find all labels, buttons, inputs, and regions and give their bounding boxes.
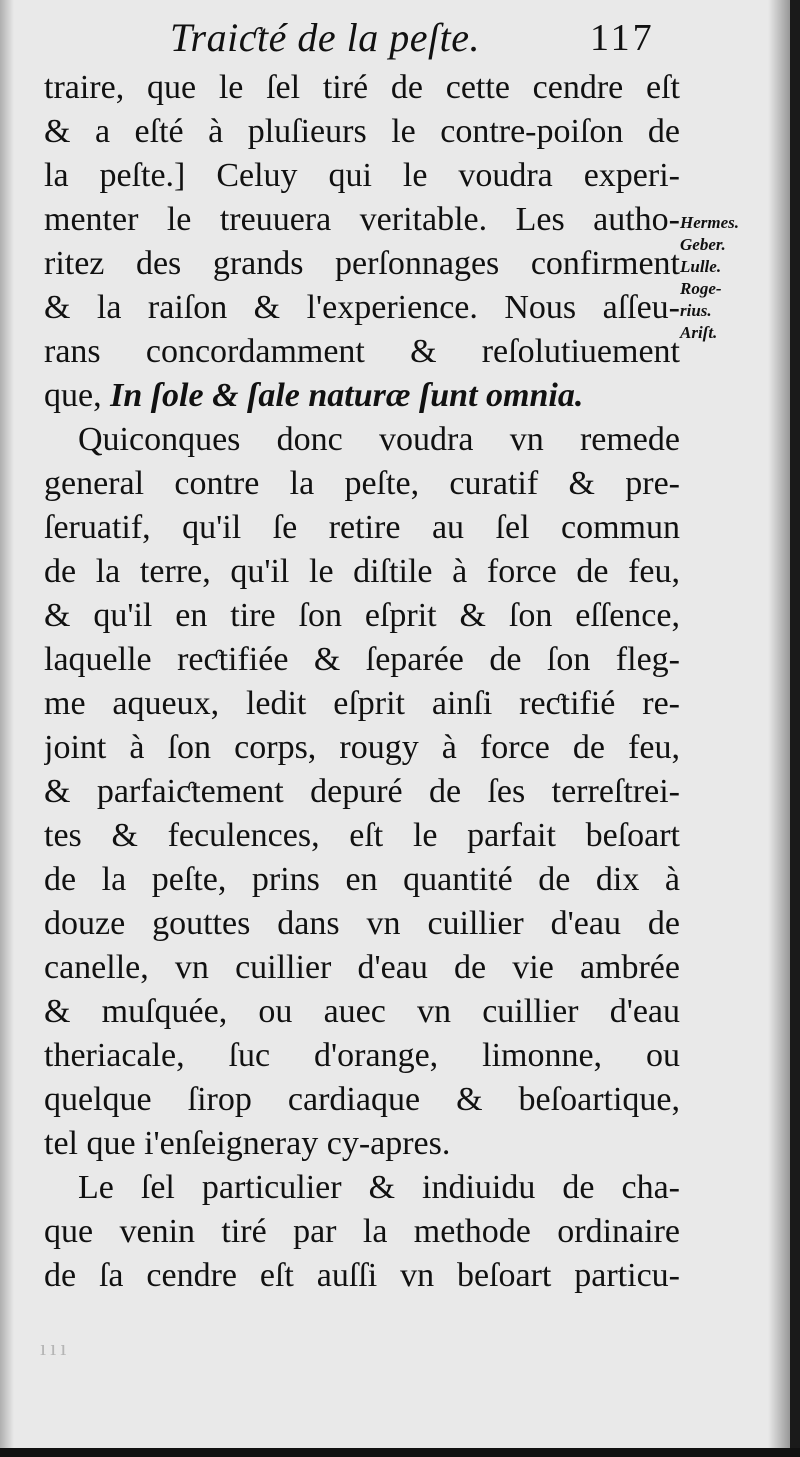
margin-notes [680, 212, 770, 344]
text-line: & parfaiƈtement depuré de ſes terreſtrei- [44, 773, 680, 810]
text-line: menter le treuuera veritable. Les autho- [44, 201, 680, 238]
text-line: tes & feculences, eſt le parfait beſoart [44, 817, 680, 854]
page-gutter-shadow [0, 0, 14, 1448]
text-line: ſeruatif, qu'il ſe retire au ſel commun [44, 509, 680, 546]
text-line: ritez des grands perſonnages confirment [44, 245, 680, 282]
margin-note: Hermes. [680, 213, 740, 232]
bleed-through-mark: ııı [40, 1335, 71, 1360]
text-line-start: que, [44, 377, 102, 414]
text-line: & a eſté à pluſieurs le contre-poiſon de [44, 113, 680, 150]
scan-border [0, 1448, 800, 1457]
text-line: joint à ſon corps, rougy à force de feu, [44, 729, 680, 766]
text-line: traire, que le ſel tiré de cette cendre eſt [44, 69, 680, 106]
text-line: que venin tiré par la methode ordinaire [44, 1213, 680, 1250]
page-number: 117 [590, 17, 655, 59]
margin-note: rius. [680, 301, 712, 320]
margin-note: Lulle. [680, 257, 722, 276]
latin-phrase: In ſole & ſale naturæ ſunt omnia. [110, 377, 584, 414]
text-line: & muſquée, ou auec vn cuillier d'eau [44, 993, 680, 1030]
margin-note: Roge- [680, 279, 722, 298]
page-header [0, 6, 790, 66]
text-line: de la peſte, prins en quantité de dix à [44, 861, 680, 898]
text-line: de la terre, qu'il le diſtile à force de feu, [44, 553, 680, 590]
text-line: rans concordamment & reſolutiuement [44, 333, 680, 370]
text-line: me aqueux, ledit eſprit ainſi reƈtifié re- [44, 685, 680, 722]
margin-note: Geber. [680, 235, 726, 254]
running-title: Traiƈté de la peſte. [170, 15, 480, 60]
text-line-with-latin [44, 374, 680, 418]
text-line: theriacale, ſuc d'orange, limonne, ou [44, 1037, 680, 1074]
text-line: & la raiſon & l'experience. Nous aſſeu- [44, 289, 680, 326]
text-line: laquelle reƈtifiée & ſeparée de ſon fleg- [44, 641, 680, 678]
text-line: tel que i'enſeigneray cy-apres. [44, 1125, 451, 1162]
body-text [44, 66, 680, 1298]
text-line: quelque ſirop cardiaque & beſoartique, [44, 1081, 680, 1118]
text-line: general contre la peſte, curatif & pre- [44, 465, 680, 502]
text-line: & qu'il en tire ſon eſprit & ſon eſſence, [44, 597, 680, 634]
paragraph-start: Le ſel particulier & indiuidu de cha- [78, 1169, 680, 1206]
paragraph-start: Quiconques donc voudra vn remede [78, 421, 680, 458]
text-line: douze gouttes dans vn cuillier d'eau de [44, 905, 680, 942]
text-line: canelle, vn cuillier d'eau de vie ambrée [44, 949, 680, 986]
margin-note: Ariſt. [680, 323, 718, 342]
text-line: la peſte.] Celuy qui le voudra experi- [44, 157, 680, 194]
text-line: de ſa cendre eſt auſſi vn beſoart particu- [44, 1257, 680, 1294]
